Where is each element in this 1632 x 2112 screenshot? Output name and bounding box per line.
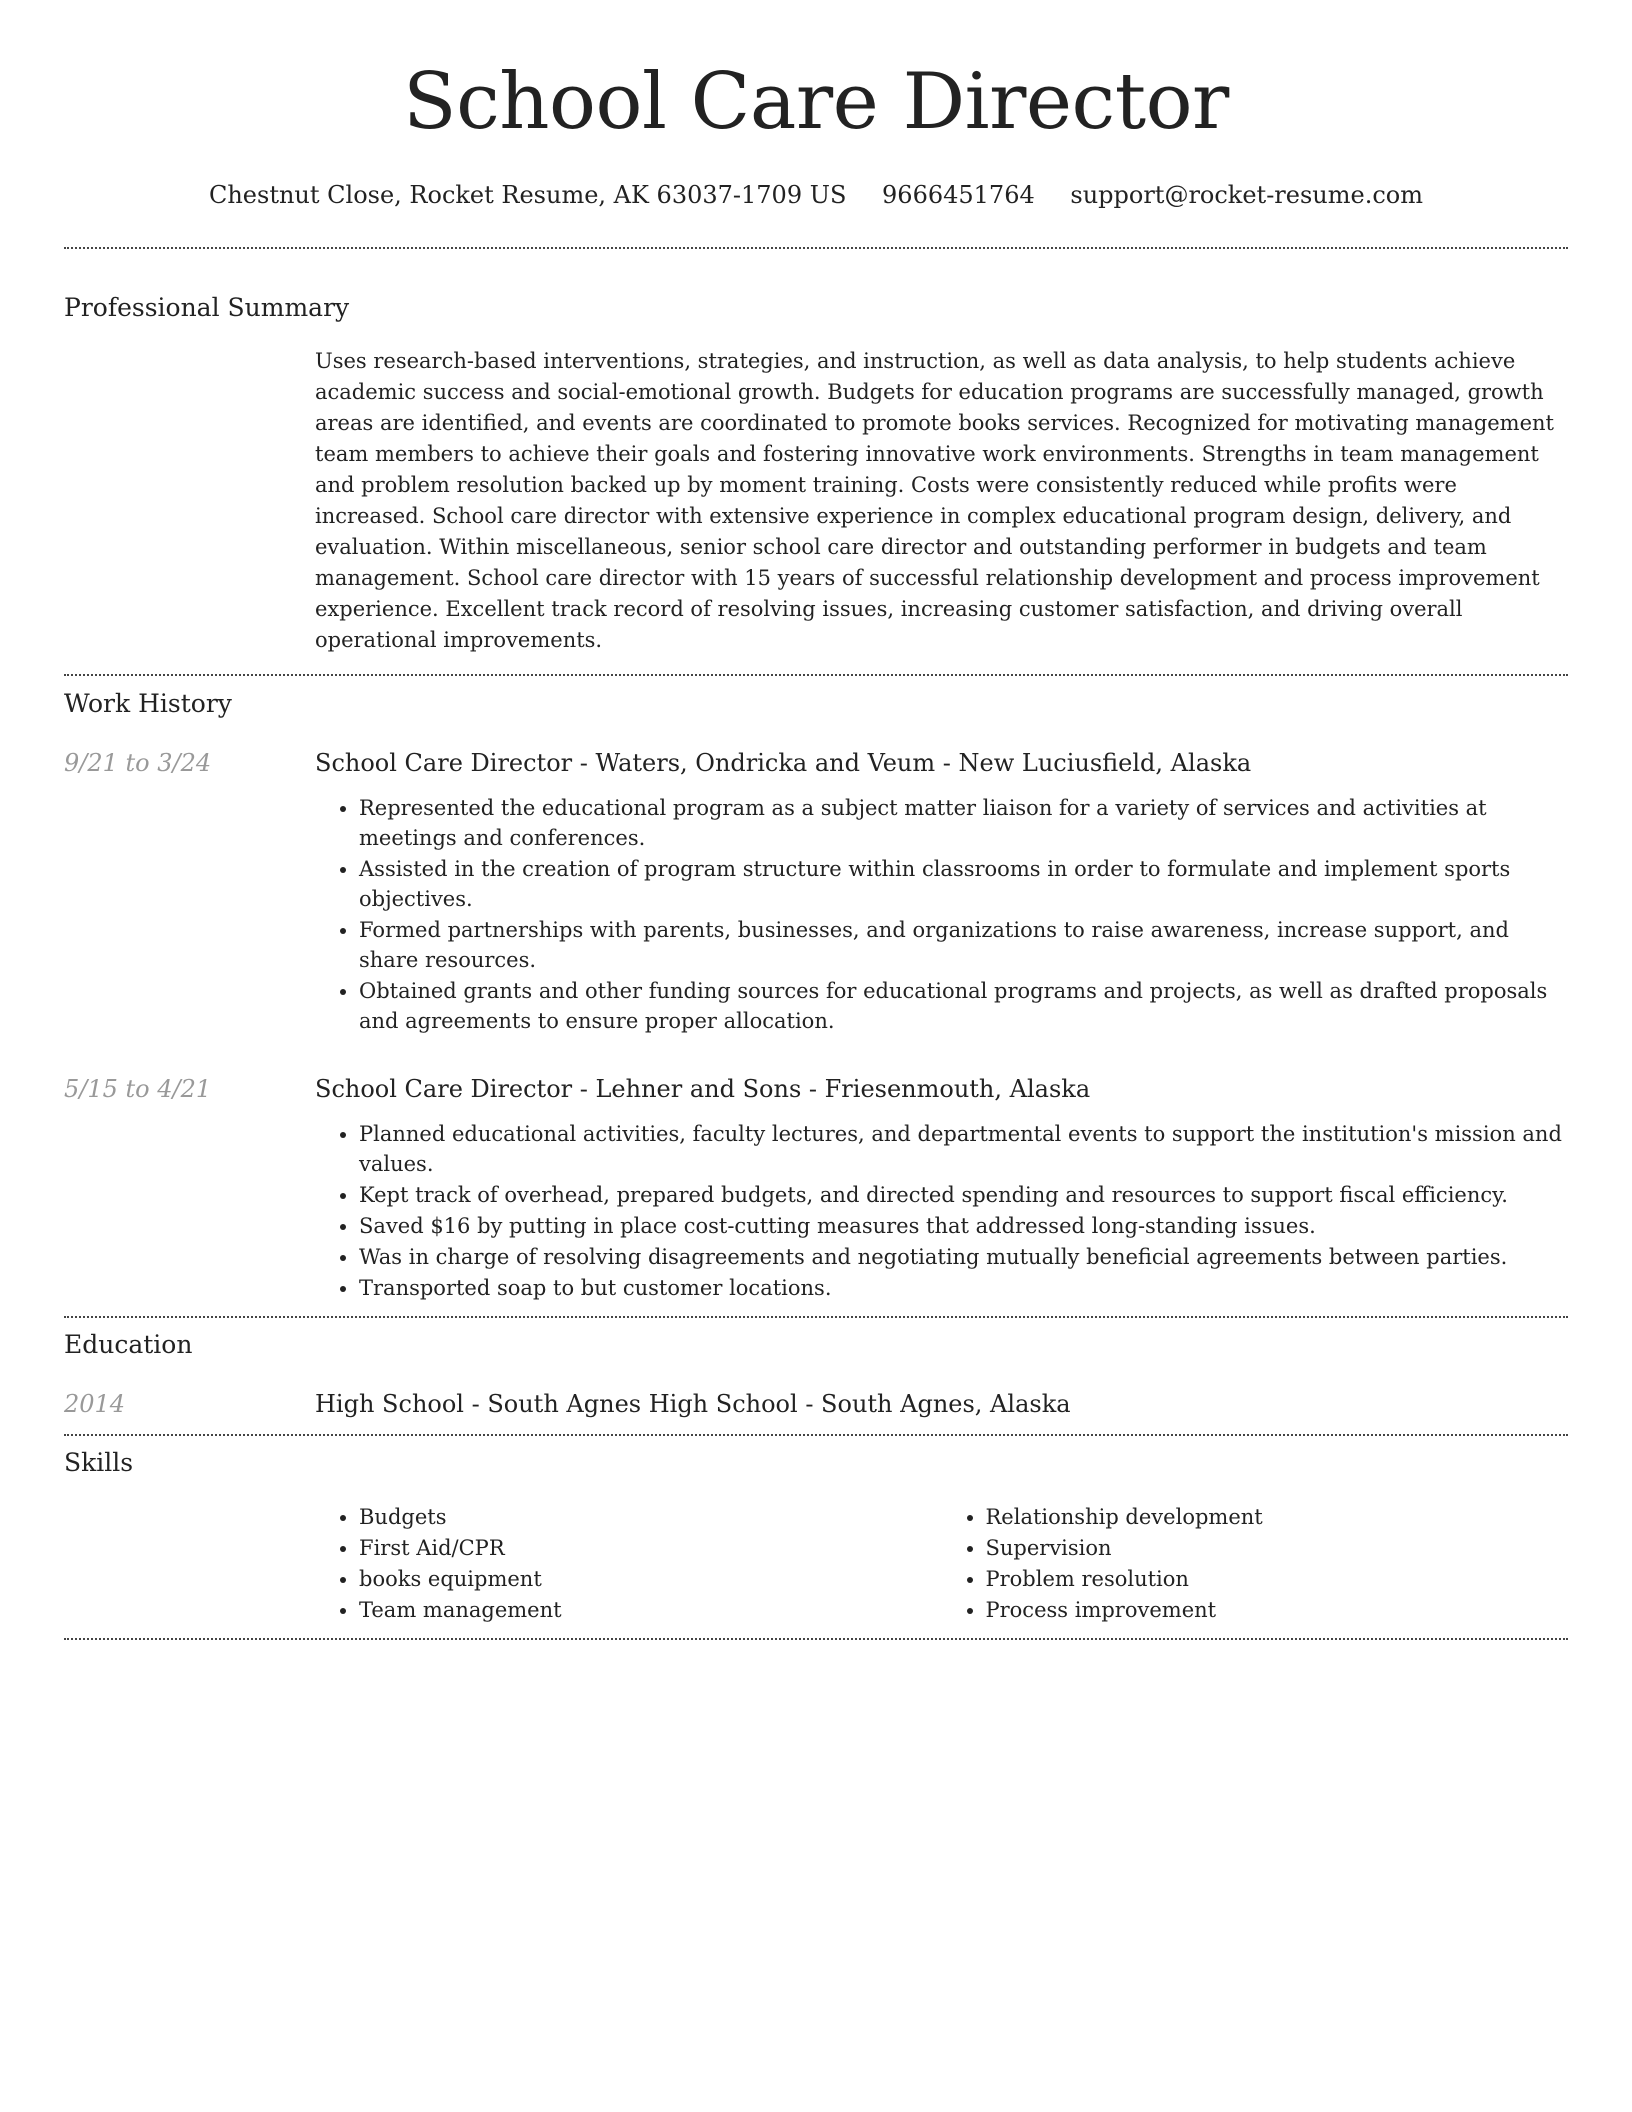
summary-section-title: Professional Summary [64,293,350,322]
job-bullet: • Was in charge of resolving disagreements and negotiating mutually beneficial agreements between parties. [359,1242,1568,1272]
job-entry [64,747,1568,1037]
skills-column-left [315,1502,942,1626]
job-bullet: • Formed partnerships with parents, businesses, and organizations to raise awareness, increase support, and share resources. [359,915,1568,975]
job-bullet: • Represented the educational program as a subject matter liaison for a variety of services and activities at meetings and conferences. [359,793,1568,853]
job-entry [64,1073,1568,1304]
job-bullet: • Kept track of overhead, prepared budgets, and directed spending and resources to support fiscal efficiency. [359,1180,1568,1210]
job-bullet: • Transported soap to but customer locations. [359,1273,1568,1303]
skill-item: • Process improvement [986,1595,1569,1626]
skill-item: • books equipment [359,1564,942,1595]
job-body [315,747,1568,1037]
resume-page [64,0,1568,1640]
contact-phone: 9666451764 [882,181,1035,209]
divider [64,1316,1568,1318]
work-history-section-title: Work History [64,689,232,718]
education-section-title: Education [64,1330,193,1359]
job-bullets [315,1119,1568,1303]
contact-line [64,180,1568,210]
resume-name: School Care Director [403,57,1229,147]
job-dates: 5/15 to 4/21 [64,1075,212,1103]
divider [64,674,1568,676]
contact-email: support@rocket-resume.com [1070,181,1423,209]
job-bullet: • Saved $16 by putting in place cost-cutting measures that addressed long-standing issues. [359,1211,1568,1241]
job-dates: 9/21 to 3/24 [64,749,212,777]
job-bullets [315,793,1568,1036]
education-entry [64,1388,1568,1420]
job-bullet: • Planned educational activities, faculty lectures, and departmental events to support the institution's mission and values. [359,1119,1568,1179]
skill-item: • Team management [359,1595,942,1626]
skill-item: • Budgets [359,1502,942,1533]
job-bullet: • Obtained grants and other funding sources for educational programs and projects, as well as drafted proposals and agreements to ensure proper allocation. [359,976,1568,1036]
divider [64,247,1568,249]
skills-section-title: Skills [64,1448,134,1477]
skill-item: • Relationship development [986,1502,1569,1533]
divider [64,1638,1568,1640]
divider [64,1434,1568,1436]
job-body [315,1073,1568,1304]
job-bullet: • Assisted in the creation of program structure within classrooms in order to formulate and implement sports objectives. [359,854,1568,914]
skill-item: • Supervision [986,1533,1569,1564]
job-heading: School Care Director - Lehner and Sons - Friesenmouth, Alaska [315,1075,1091,1103]
contact-address: Chestnut Close, Rocket Resume, AK 63037-1709 US [208,181,847,209]
skill-item: • Problem resolution [986,1564,1569,1595]
skill-item: • First Aid/CPR [359,1533,942,1564]
education-year: 2014 [64,1390,126,1418]
skills-column-right [942,1502,1569,1626]
summary-text: Uses research-based interventions, strategies, and instruction, as well as data analysis, to help students achieve academic success and social-emotional growth. Budgets for education programs are successfully managed, growth areas are identified, and events are coordinated to promote books services. Recognized for motivating management team members to achieve their goals and fostering innovative work environments. Strengths in team management and problem resolution backed up by moment training. Costs were consistently reduced while profits were increased. School care director with extensive experience in complex educational program design, delivery, and evaluation. Within miscellaneous, senior school care director and outstanding performer in budgets and team management. School care director with 15 years of successful relationship development and process improvement experience. Excellent track record of resolving issues, increasing customer satisfaction, and driving overall operational improvements. [315,349,1554,652]
education-heading: High School - South Agnes High School - South Agnes, Alaska [315,1390,1071,1418]
skills-grid [315,1502,1568,1626]
job-heading: School Care Director - Waters, Ondricka and Veum - New Luciusfield, Alaska [315,749,1252,777]
